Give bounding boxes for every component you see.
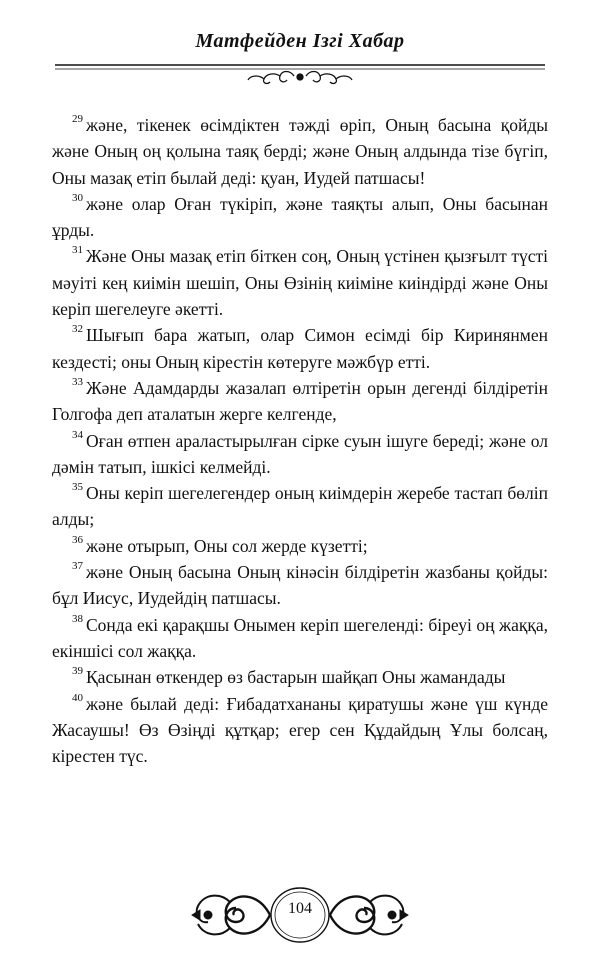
verse-text: Шығып бара жатып, олар Симон есімді бір Киринянмен кездесті; оны Оның кірестін көтеруге мәжбүр етті. [52,325,548,372]
verse-number: 34 [72,428,83,441]
page-header-title: Матфейден Ізгі Хабар [195,30,405,52]
verse-text: Және Оны мазақ етіп біткен соң, Оның үстінен қызғылт түсті мәуіті кең киімін шешіп, Оны Өзінің киіміне киіндірді және Оны керіп шегелеуге әкетті. [52,246,548,320]
verse-text: және Оның басына Оның кінәсін білдіретін жазбаны қойды: бұл Иисус, Иудейдің патшасы. [52,562,548,609]
verse-33 [52,375,548,428]
verse-text: және былай деді: Ғибадатхананы қиратушы және үш күнде Жасаушы! Өз Өзіңді құтқар; егер сен Құдайдың Ұлы болсаң, кірестен түс. [52,693,548,767]
ornament-flourish-icon [248,72,352,84]
verse-number: 30 [72,191,83,204]
verse-number: 31 [72,244,83,257]
verse-37 [52,559,548,612]
header-divider [55,63,545,87]
verse-35 [52,480,548,533]
verse-text: және отырып, Оны сол жерде күзетті; [86,535,368,556]
verse-text: Оған өтпен араластырылған сірке суын ішуге береді; және ол дәмін татып, ішкісі келмейді. [52,430,548,477]
verse-number: 39 [72,665,83,678]
verse-number: 40 [72,691,83,704]
verse-number: 36 [72,533,83,546]
verse-number: 29 [72,113,83,125]
verse-34 [52,428,548,481]
verse-number: 37 [72,560,83,573]
verse-number: 32 [72,323,83,336]
verse-text: Қасынан өткендер өз бастарын шайқап Оны жамандады [86,667,506,688]
verse-text: Сонда екі қарақшы Онымен керіп шегеленді: біреуі оң жаққа, екіншісі сол жаққа. [52,614,548,661]
verse-number: 38 [72,612,83,625]
page-number: 104 [288,900,312,917]
verse-30 [52,191,548,244]
verse-31 [52,243,548,322]
verse-number: 35 [72,481,83,494]
verse-36 [52,533,548,559]
verse-text: және, тікенек өсімдіктен тәжді өріп, Оның басына қойды және Оның оң қолына таяқ берді; және Оның алдында тізе бүгіп, Оны мазақ етіп былай деді: қуан, Иудей патшасы! [52,115,548,188]
verse-32 [52,322,548,375]
verse-text: және олар Оған түкіріп, және таяқты алып, Оны басынан ұрды. [52,193,548,241]
verse-text: Және Адамдарды жазалап өлтіретін орын дегенді білдіретін Голгофа деп аталатын жерге келгенде, [52,377,548,425]
verse-29 [52,112,548,191]
verse-38 [52,612,548,665]
verse-text: Оны керіп шегелегендер оның киімдерін жеребе тастап бөліп алды; [52,483,548,530]
verse-40 [52,691,548,770]
verse-number: 33 [72,375,83,388]
scripture-body [52,112,548,769]
verse-39 [52,664,548,690]
